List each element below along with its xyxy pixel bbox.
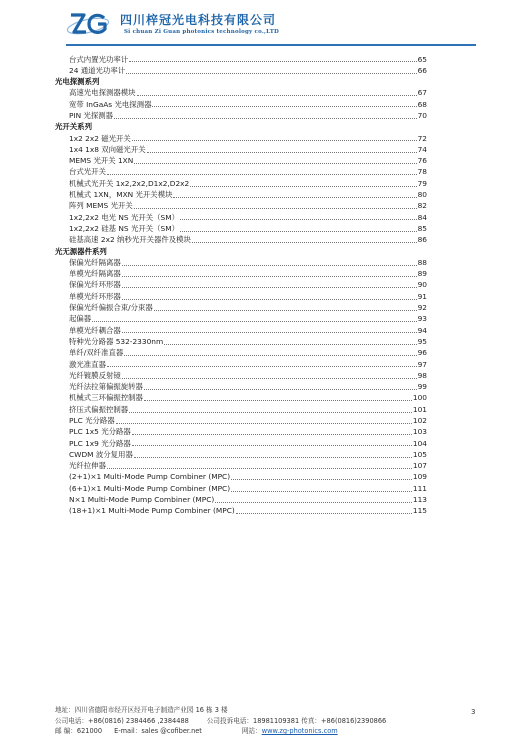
toc-entry[interactable] [55,460,427,471]
toc-page-number: 113 [412,495,427,505]
toc-dot-leader [231,479,412,480]
toc-page-number: 72 [417,133,427,143]
toc-entry-title: 机械式三环偏振控制器 [69,393,143,403]
toc-dot-leader [144,400,412,401]
toc-dot-leader [215,502,412,503]
toc-page-number: 100 [412,393,427,403]
toc-page-number: 97 [417,359,427,369]
toc-entry-title: 起偏器 [69,314,92,324]
toc-entry-title: 保偏光纤偏振合束/分束器 [69,303,153,313]
toc-entry-title: 单纤/双纤准直器 [69,348,124,358]
toc-page-number: 96 [417,348,427,358]
toc-dot-leader [236,513,412,514]
toc-page-number: 94 [417,325,427,335]
toc-page-number: 93 [417,314,427,324]
toc-entry[interactable] [55,325,427,336]
toc-entry[interactable] [55,505,427,516]
toc-entry-title: PLC 1x5 光分路器 [69,427,131,437]
company-name-cn: 四川梓冠光电科技有限公司 [120,13,277,27]
toc-dot-leader [116,423,412,424]
toc-page-number: 79 [417,178,427,188]
toc-entry-title: 1x2 2x2 磁光开关 [69,133,131,143]
toc-entry[interactable] [55,313,427,324]
toc-entry-title: 宽带 InGaAs 光电探测器 [69,99,152,109]
toc-entry-title: 24 通道光功率计 [69,65,126,75]
footer-website-label: 网站： [241,727,262,735]
toc-entry-title: 保偏光纤隔离器 [69,257,121,267]
toc-dot-leader [144,389,417,390]
footer-phone: 公司电话：+86(0816) 2384466 ,2384488 [55,716,189,725]
toc-page-number: 82 [417,201,427,211]
toc-entry[interactable] [55,404,427,415]
toc-entry[interactable] [55,155,427,166]
toc-entry[interactable] [55,223,427,234]
toc-entry[interactable] [55,133,427,144]
page-number: 3 [471,708,476,716]
toc-page-number: 89 [417,269,427,279]
toc-dot-leader [114,118,417,119]
page-footer [55,705,475,737]
toc-entry-title: PIN 光探测器 [69,110,114,120]
toc-page-number: 98 [417,370,427,380]
toc-section-heading [55,121,427,132]
toc-section-title: 光开关系列 [55,122,92,132]
toc-entry-title: PLC 1x9 光分路器 [69,438,131,448]
toc-entry-title: 硅基高速 2x2 纳秒光开关器件及模块 [69,235,191,245]
toc-entry[interactable] [55,54,427,65]
toc-dot-leader [122,276,417,277]
toc-entry[interactable] [55,268,427,279]
toc-page-number: 109 [412,472,427,482]
toc-page-number: 111 [412,483,427,493]
toc-page-number: 102 [412,416,427,425]
toc-entry[interactable] [55,212,427,223]
toc-dot-leader [164,344,416,345]
footer-postcode: 邮 编：621000 [55,727,103,735]
toc-entry[interactable] [55,494,427,505]
toc-dot-leader [231,491,412,492]
toc-entry[interactable] [55,189,427,200]
toc-entry-title: 单模光纤环形器 [69,291,121,301]
footer-complaint-phone: 公司投诉电话：18981109381 传真：+86(0816)2390866 [206,716,387,725]
company-name-en: Si chuan Zi Guan photonics technology co.,LTD [124,29,279,35]
company-logo [66,10,114,40]
toc-section-title: 光无源器件系列 [55,246,107,256]
toc-entry[interactable] [55,234,427,245]
toc-section-heading [55,246,427,257]
toc-entry[interactable] [55,279,427,290]
toc-entry-title: CWDM 波分复用器 [69,449,133,459]
toc-entry[interactable] [55,370,427,381]
toc-entry[interactable] [55,144,427,155]
toc-entry-title: 特种光分路器 532-2330nm [69,336,164,346]
toc-dot-leader [107,468,412,469]
toc-page-number: 101 [412,404,427,414]
toc-entry[interactable] [55,347,427,358]
toc-entry[interactable] [55,99,427,110]
toc-entry-title: 1x4 1x8 双向磁光开关 [69,144,146,154]
toc-dot-leader [107,174,417,175]
toc-dot-leader [152,106,416,107]
toc-page-number: 74 [417,144,427,154]
toc-dot-leader [122,299,417,300]
toc-dot-leader [173,197,416,198]
toc-dot-leader [134,457,412,458]
toc-dot-leader [107,366,417,367]
toc-dot-leader [147,152,417,153]
toc-dot-leader [126,73,416,74]
toc-entry[interactable] [55,200,427,211]
toc-page-number: 86 [417,235,427,245]
toc-entry[interactable] [55,178,427,189]
toc-entry[interactable] [55,110,427,121]
toc-entry-title: 阵列 MEMS 光开关 [69,201,133,211]
toc-page-number: 66 [417,65,427,75]
toc-dot-leader [192,242,417,243]
toc-section-heading [55,76,427,87]
footer-web-line [55,726,475,737]
toc-entry-title: 光纤镀膜反射镜 [69,370,121,380]
toc-entry[interactable] [55,449,427,460]
toc-entry-title: 光纤法拉第偏振旋转器 [69,382,143,392]
toc-page-number: 95 [417,336,427,346]
toc-entry[interactable] [55,415,427,426]
toc-dot-leader [132,445,412,446]
toc-dot-leader [154,310,417,311]
toc-page-number: 91 [417,291,427,301]
toc-page-number: 85 [417,223,427,233]
toc-entry[interactable] [55,257,427,268]
toc-entry-title: 保偏光纤环形器 [69,280,121,290]
toc-entry[interactable] [55,392,427,403]
toc-page-number: 99 [417,382,427,392]
toc-entry[interactable] [55,359,427,370]
toc-dot-leader [92,321,416,322]
toc-entry[interactable] [55,471,427,482]
toc-page-number: 67 [417,88,427,98]
toc-dot-leader [132,140,417,141]
toc-entry[interactable] [55,438,427,449]
toc-page-number: 80 [417,190,427,200]
footer-website-link[interactable]: www.zg-photonics.com [261,727,338,735]
toc-page-number: 105 [412,449,427,459]
toc-entry-title: 挤压式偏振控制器 [69,404,129,414]
toc-dot-leader [132,434,412,435]
toc-page-number: 103 [412,427,427,437]
toc-entry-title: (6+1)×1 Multi-Mode Pump Combiner (MPC) [69,483,231,493]
footer-address: 地址：四川省德阳市经开区经开电子制造产业园 16 栋 3 楼 [55,706,228,714]
toc-entry[interactable] [55,166,427,177]
toc-page-number: 65 [417,54,427,64]
toc-entry-title: (2+1)×1 Multi-Mode Pump Combiner (MPC) [69,472,231,482]
toc-entry[interactable] [55,302,427,313]
toc-dot-leader [122,332,417,333]
toc-entry-title: PLC 光分路器 [69,416,115,425]
toc-section-title: 光电探测系列 [55,77,100,87]
toc-entry[interactable] [55,87,427,98]
toc-entry-title: 光纤拉伸器 [69,461,106,471]
toc-entry[interactable] [55,483,427,494]
toc-entry-title: 高速光电探测器模块 [69,88,136,98]
toc-entry[interactable] [55,381,427,392]
header-divider [66,44,476,46]
toc-dot-leader [180,219,417,220]
toc-dot-leader [124,355,416,356]
toc-page-number: 90 [417,280,427,290]
toc-page-number: 68 [417,99,427,109]
toc-page-number: 104 [412,438,427,448]
footer-email[interactable]: E-mail：sales @cofiber.net [114,727,202,735]
toc-dot-leader [190,186,416,187]
toc-entry-title: 机械式 1XN，MXN 光开关模块 [69,190,173,200]
toc-page-number: 115 [412,506,427,516]
toc-dot-leader [180,231,417,232]
toc-entry-title: 台式光开关 [69,167,106,177]
toc-page-number: 84 [417,212,427,222]
footer-contact-line [55,716,475,727]
toc-entry-title: N×1 Multi-Mode Pump Combiner (MPC) [69,495,215,505]
toc-entry-title: 1x2,2x2 硅基 NS 光开关（SM） [69,223,179,233]
toc-entry-title: 台式内置光功率计 [69,54,129,64]
toc-dot-leader [134,208,417,209]
toc-entry-title: 机械式光开关 1x2,2x2,D1x2,D2x2 [69,178,190,188]
toc-dot-leader [129,61,416,62]
toc-dot-leader [122,378,417,379]
toc-entry-title: 1x2,2x2 电光 NS 光开关（SM） [69,212,179,222]
toc-page-number: 107 [412,461,427,471]
toc-entry[interactable] [55,291,427,302]
toc-dot-leader [122,265,417,266]
toc-dot-leader [134,163,416,164]
toc-dot-leader [137,95,417,96]
toc-page-number: 92 [417,303,427,313]
toc-dot-leader [129,412,412,413]
toc-entry[interactable] [55,336,427,347]
toc-entry-title: MEMS 光开关 1XN [69,156,134,166]
toc-page-number: 76 [417,156,427,166]
toc-page-number: 70 [417,110,427,120]
toc-entry[interactable] [55,65,427,76]
toc-page-number: 78 [417,167,427,177]
table-of-contents [55,54,427,517]
toc-page-number: 88 [417,257,427,267]
toc-entry-title: 激光准直器 [69,359,106,369]
toc-entry-title: (18+1)×1 Multi-Mode Pump Combiner (MPC) [69,506,235,516]
toc-entry[interactable] [55,426,427,437]
toc-entry-title: 单模光纤耦合器 [69,325,121,335]
toc-entry-title: 单模光纤隔离器 [69,269,121,279]
toc-dot-leader [122,287,417,288]
page-header [0,0,531,45]
